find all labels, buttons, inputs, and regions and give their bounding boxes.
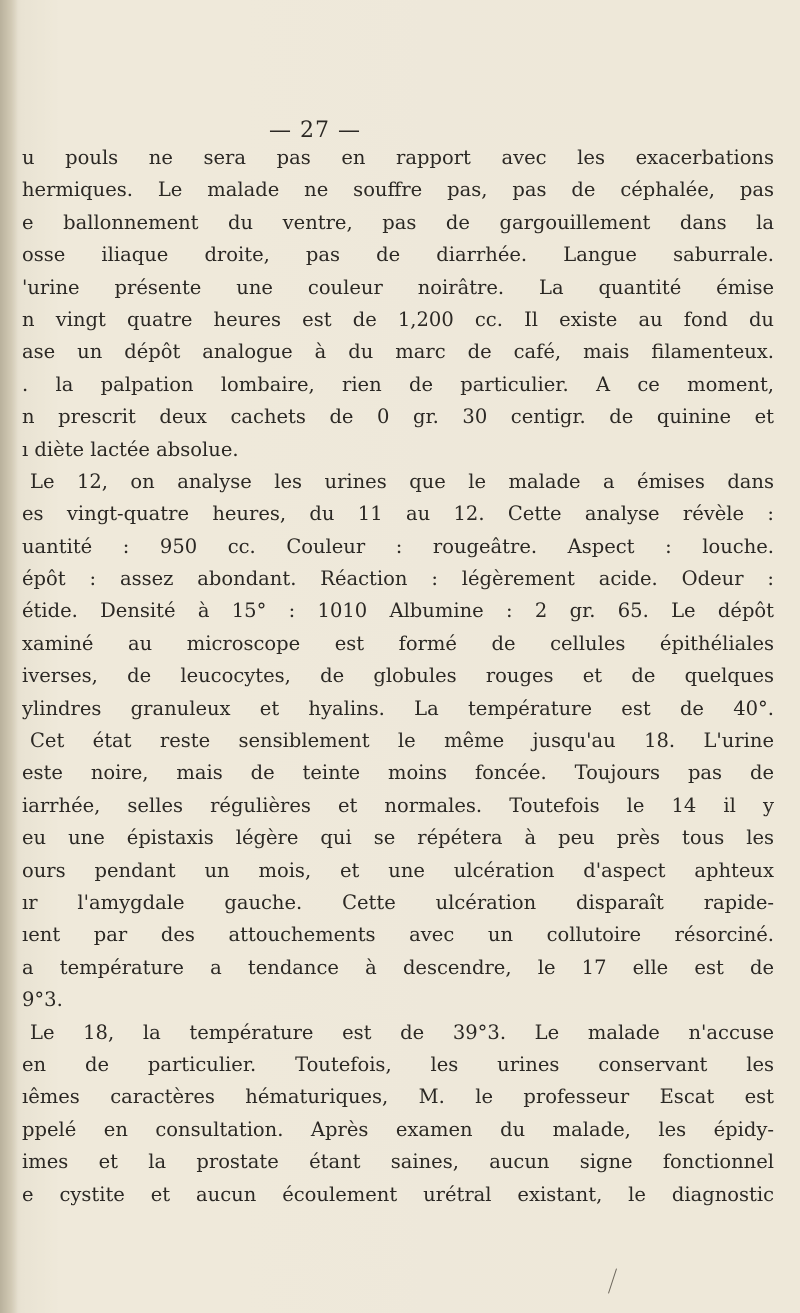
text-line: ylindres granuleux et hyalins. La température est de 40°. (22, 696, 774, 720)
text-line: 9°3. (22, 988, 63, 1012)
text-line: xaminé au microscope est formé de cellules épithéliales (22, 631, 774, 655)
binding-edge (0, 0, 18, 1313)
text-line: hermiques. Le malade ne souffre pas, pas de céphalée, pas (22, 178, 774, 202)
text-line: ıêmes caractères hématuriques, M. le professeur Escat est (22, 1085, 774, 1109)
text-line: iarrhée, selles régulières et normales. Toutefois le 14 il y (22, 793, 774, 817)
text-line: 'urine présente une couleur noirâtre. La quantité émise (22, 275, 774, 299)
text-line: uantité : 950 cc. Couleur : rougeâtre. Aspect : louche. (22, 534, 774, 558)
page-number: — 27 — (269, 118, 361, 143)
pencil-mark (608, 1268, 617, 1293)
text-line: eu une épistaxis légère qui se répétera à peu près tous les (22, 826, 774, 850)
text-line: a température a tendance à descendre, le 17 elle est de (22, 955, 774, 979)
text-line: Le 18, la température est de 39°3. Le malade n'accuse (30, 1020, 774, 1044)
text-line: imes et la prostate étant saines, aucun signe fonctionnel (22, 1150, 774, 1174)
text-line: n vingt quatre heures est de 1,200 cc. Il existe au fond du (22, 307, 774, 331)
text-line: u pouls ne sera pas en rapport avec les exacerbations (22, 146, 774, 169)
text-line: . la palpation lombaire, rien de particulier. A ce moment, (22, 372, 774, 396)
text-line: este noire, mais de teinte moins foncée. Toujours pas de (22, 761, 774, 785)
text-line: e cystite et aucun écoulement urétral existant, le diagnostic (22, 1182, 774, 1206)
body-text (22, 142, 774, 1211)
text-line: e ballonnement du ventre, pas de gargouillement dans la (22, 210, 774, 234)
text-line: iverses, de leucocytes, de globules rouges et de quelques (22, 664, 774, 688)
text-line: Le 12, on analyse les urines que le malade a émises dans (30, 469, 774, 493)
text-line: en de particulier. Toutefois, les urines conservant les (22, 1052, 774, 1076)
text-line: ır l'amygdale gauche. Cette ulcération disparaît rapide- (22, 890, 774, 914)
text-line: osse iliaque droite, pas de diarrhée. Langue saburrale. (22, 243, 774, 267)
text-line: ı diète lactée absolue. (22, 437, 239, 461)
text-line: ppelé en consultation. Après examen du malade, les épidy- (22, 1117, 774, 1141)
text-line: ours pendant un mois, et une ulcération d'aspect aphteux (22, 858, 774, 882)
text-line: es vingt-quatre heures, du 11 au 12. Cette analyse révèle : (22, 502, 774, 526)
text-line: n prescrit deux cachets de 0 gr. 30 centigr. de quinine et (22, 405, 774, 429)
text-line: ase un dépôt analogue à du marc de café, mais filamenteux. (22, 340, 774, 364)
text-line: étide. Densité à 15° : 1010 Albumine : 2 gr. 65. Le dépôt (22, 599, 774, 623)
text-line: épôt : assez abondant. Réaction : légèrement acide. Odeur : (22, 567, 774, 591)
text-line: ıent par des attouchements avec un collutoire résorciné. (22, 923, 774, 947)
text-line: Cet état reste sensiblement le même jusqu'au 18. L'urine (30, 729, 774, 753)
